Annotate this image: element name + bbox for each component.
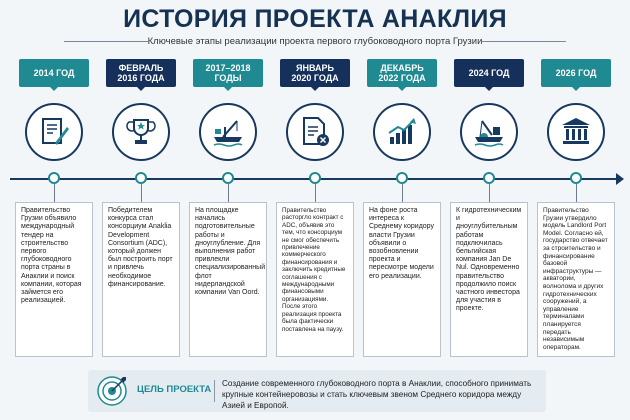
timeline-connector bbox=[315, 184, 316, 202]
milestone-icon-circle bbox=[25, 103, 83, 161]
milestone-description-card bbox=[15, 202, 93, 357]
milestone-icon-circle bbox=[373, 103, 431, 161]
milestone-description: Правительство Грузии объявило международный тендер на строительство первого глубоководного порта страны в Анаклии и поиск компании, которая займется его реализацией. bbox=[21, 207, 82, 305]
milestone-description-card bbox=[102, 202, 180, 357]
badge-pointer bbox=[136, 86, 146, 91]
milestone-date-badge: ЯНВАРЬ 2020 ГОДА bbox=[280, 59, 350, 87]
growth-chart-icon bbox=[385, 115, 419, 149]
target-icon bbox=[96, 375, 128, 407]
timeline-arrowhead bbox=[616, 173, 624, 185]
badge-pointer bbox=[571, 86, 581, 91]
cancelled-contract-icon bbox=[298, 115, 332, 149]
page-title: ИСТОРИЯ ПРОЕКТА АНАКЛИЯ bbox=[123, 5, 507, 33]
subtitle-divider-right bbox=[482, 41, 566, 42]
badge-pointer bbox=[49, 86, 59, 91]
goal-divider bbox=[214, 380, 215, 402]
milestone-description-card bbox=[537, 202, 615, 357]
timeline-connector bbox=[54, 184, 55, 202]
goal-text: Создание современного глубоководного порта в Анаклии, способного принимать крупные контейнеровозы и стать ключевым звеном Среднего коридора между Азией и Европой. bbox=[222, 379, 532, 410]
contract-signing-icon bbox=[37, 115, 71, 149]
milestone-date-badge: 2014 ГОД bbox=[19, 59, 89, 87]
milestone-icon-circle bbox=[199, 103, 257, 161]
badge-pointer bbox=[223, 86, 233, 91]
milestone-description-card bbox=[363, 202, 441, 357]
milestone-description-card bbox=[276, 202, 354, 357]
milestone-description: К гидротехническим и дноуглубительным работам подключилась бельгийская компания Jan De Nul. Одновременно правительство продолжило поиск частного инвестора для участия в проекте. bbox=[456, 207, 522, 313]
page-subtitle: Ключевые этапы реализации проекта первого глубоководного порта Грузии bbox=[147, 36, 483, 47]
badge-pointer bbox=[397, 86, 407, 91]
port-crane-icon bbox=[211, 115, 245, 149]
milestone-description-card bbox=[450, 202, 528, 357]
milestone-description: На площадке начались подготовительные работы и дноуглубление. Для выполнения работ привлекли специализированный флот нидерландской компании Van Oord. bbox=[195, 207, 266, 297]
badge-pointer bbox=[484, 86, 494, 91]
milestone-description: Правительство Грузии утвердило модель Landlord Port Model. Согласно ей, государство отвечает за строительство и финансирование базовой инфраструктуры — акватории, волнолома и других гидротехнических сооружений, а управление терминалами планируется передать независимым операторам. bbox=[543, 207, 608, 351]
milestone-icon-circle bbox=[547, 103, 605, 161]
timeline-dot bbox=[483, 172, 495, 184]
milestone-date-badge: 2024 ГОД bbox=[454, 59, 524, 87]
timeline-connector bbox=[576, 184, 577, 202]
badge-pointer bbox=[310, 86, 320, 91]
goal-label: ЦЕЛЬ ПРОЕКТА bbox=[137, 384, 212, 395]
timeline-dot bbox=[570, 172, 582, 184]
trophy-icon bbox=[124, 115, 158, 149]
timeline-dot bbox=[48, 172, 60, 184]
milestone-icon-circle bbox=[112, 103, 170, 161]
government-building-icon bbox=[559, 115, 593, 149]
timeline-dot bbox=[222, 172, 234, 184]
milestone-date-badge: 2026 ГОД bbox=[541, 59, 611, 87]
milestone-description-card bbox=[189, 202, 267, 357]
milestone-icon-circle bbox=[460, 103, 518, 161]
milestone-description: Правительство расторгло контракт с ADC, объявив это тем, что консорциум не смог обеспечить привлечение коммерческого финансирования и заключить кредитные соглашения с международными финансовыми организациями. После этого реализация проекта была фактически поставлена на паузу. bbox=[282, 207, 346, 333]
timeline-connector bbox=[141, 184, 142, 202]
timeline-connector bbox=[489, 184, 490, 202]
milestone-date-badge: ФЕВРАЛЬ 2016 ГОДА bbox=[106, 59, 176, 87]
dredging-ship-icon bbox=[472, 115, 506, 149]
project-goal-panel bbox=[88, 370, 546, 412]
timeline-dot bbox=[135, 172, 147, 184]
milestone-date-badge: 2017–2018 ГОДЫ bbox=[193, 59, 263, 87]
timeline-connector bbox=[228, 184, 229, 202]
milestone-description: Победителем конкурса стал консорциум Anaklia Development Consortium (ADC), который должен был построить порт и привлечь необходимое финансирование. bbox=[108, 207, 173, 288]
timeline-connector bbox=[402, 184, 403, 202]
timeline-dot bbox=[396, 172, 408, 184]
milestone-description: На фоне роста интереса к Среднему коридору власти Грузии объявили о возобновлении проекта и пересмотре модели его реализации. bbox=[369, 207, 434, 280]
milestone-date-badge: ДЕКАБРЬ 2022 ГОДА bbox=[367, 59, 437, 87]
milestone-icon-circle bbox=[286, 103, 344, 161]
timeline-dot bbox=[309, 172, 321, 184]
